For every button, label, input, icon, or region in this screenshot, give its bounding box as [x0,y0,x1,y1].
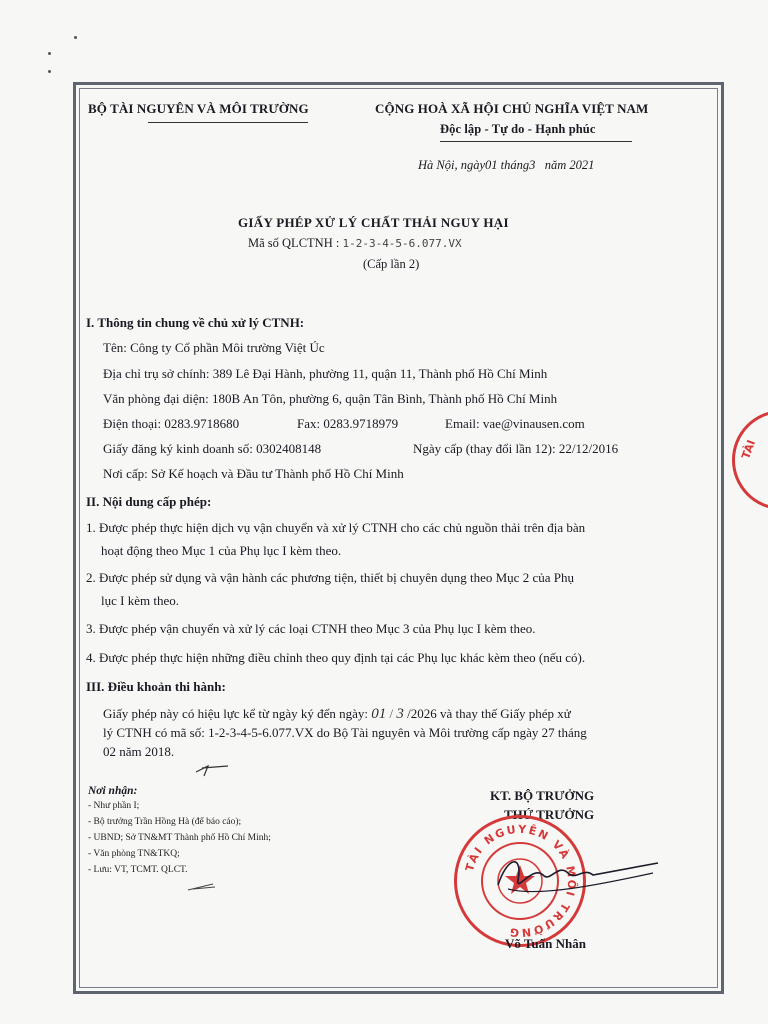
code-label: Mã số QLCTNH : [248,236,340,250]
code-value: 1-2-3-4-5-6.077.VX [342,237,462,250]
expiry-day: 01 [371,706,387,722]
recipient-item: - UBND; Sở TN&MT Thành phố Hồ Chí Minh; [88,833,271,843]
recipient-item: - Lưu: VT, TCMT. QLCT. [88,865,188,875]
scan-speck [48,52,51,55]
permit-item-3: 3. Được phép vận chuyển và xử lý các loại CTNH theo Mục 3 của Phụ lục I kèm theo. [86,621,536,636]
email-address: Email: vae@vinausen.com [445,416,585,431]
validity-line [103,706,571,723]
permit-item-1: 1. Được phép thực hiện dịch vụ vận chuyển và xử lý CTNH cho các chủ nguồn thải trên địa bàn [86,520,586,535]
permit-item-2: 2. Được phép sử dụng và vận hành các phương tiện, thiết bị chuyên dụng theo Mục 2 của Phụ [86,570,574,585]
section-3-heading: III. Điều khoản thi hành: [86,679,226,694]
replacement-date: 02 năm 2018. [103,744,175,759]
seal-text: TÀI NGUYÊN VÀ MÔI TRƯỜNG [463,822,579,940]
republic-name: CỘNG HOÀ XÃ HỘI CHỦ NGHĨA VIỆT NAM [375,101,649,116]
handwritten-signature [478,845,668,905]
section-1-heading: I. Thông tin chung về chủ xử lý CTNH: [86,315,305,330]
business-registration: Giấy đăng ký kinh doanh số: 0302408148 [103,441,322,456]
section-2-heading: II. Nội dung cấp phép: [86,494,212,509]
recipient-item: - Văn phòng TN&TKQ; [88,849,180,859]
recipients-heading: Nơi nhận: [88,785,138,797]
ministry-underline [148,122,308,123]
issuing-authority: Nơi cấp: Sở Kế hoạch và Đầu tư Thành phố Hồ Chí Minh [103,466,404,481]
date-prefix: Hà Nội, ngày [418,158,486,172]
issue-number: (Cấp lần 2) [363,257,420,271]
date-month: 3 [529,158,536,172]
expiry-month: 3 [396,706,404,722]
signer-name: Võ Tuấn Nhân [505,936,586,951]
initials-mark [185,880,219,894]
representative-office: Văn phòng đại diện: 180B An Tôn, phường 6, quận Tân Bình, Thành phố Hồ Chí Minh [103,391,558,406]
initials-mark [192,758,236,780]
company-name: Tên: Công ty Cổ phần Môi trường Việt Úc [103,340,325,355]
license-code [248,236,462,251]
fax-number: Fax: 0283.9718979 [297,416,399,431]
issue-date [418,158,594,173]
permit-item-1-cont: hoạt động theo Mục 1 của Phụ lục I kèm theo. [101,543,342,558]
phone-number: Điện thoại: 0283.9718680 [103,416,240,431]
recipient-item: - Bộ trưởng Trần Hồng Hà (để báo cáo); [88,817,242,827]
expiry-separator: / [389,706,394,721]
national-motto: Độc lập - Tự do - Hạnh phúc [440,122,596,136]
document-title: GIẤY PHÉP XỬ LÝ CHẤT THẢI NGUY HẠI [238,215,509,230]
registration-date: Ngày cấp (thay đổi lần 12): 22/12/2016 [413,441,619,456]
replacement-line: lý CTNH có mã số: 1-2-3-4-5-6.077.VX do Bộ Tài nguyên và Môi trường cấp ngày 27 tháng [103,725,587,740]
validity-suffix: /2026 và thay thế Giấy phép xử [407,706,571,721]
validity-prefix: Giấy phép này có hiệu lực kể từ ngày ký đến ngày: [103,706,368,721]
permit-item-2-cont: lục I kèm theo. [101,593,179,608]
date-month-label: tháng [500,158,530,172]
signature-title-line-1: KT. BỘ TRƯỞNG [490,788,595,803]
recipient-item: - Như phần I; [88,801,140,811]
head-office-address: Địa chỉ trụ sở chính: 389 Lê Đại Hành, phường 11, quận 11, Thành phố Hồ Chí Minh [103,366,548,381]
signature-title-line-2: THỨ TRƯỞNG [504,807,595,822]
scan-speck [74,36,77,39]
date-year: năm 2021 [544,158,595,172]
edge-seal-text: TÀI [739,438,759,461]
scan-speck [48,70,51,73]
motto-underline [440,141,632,142]
date-day: 01 [485,158,498,172]
ministry-name: BỘ TÀI NGUYÊN VÀ MÔI TRƯỜNG [88,101,309,116]
permit-item-4: 4. Được phép thực hiện những điều chỉnh theo quy định tại các Phụ lục khác kèm theo (nếu có). [86,650,586,665]
